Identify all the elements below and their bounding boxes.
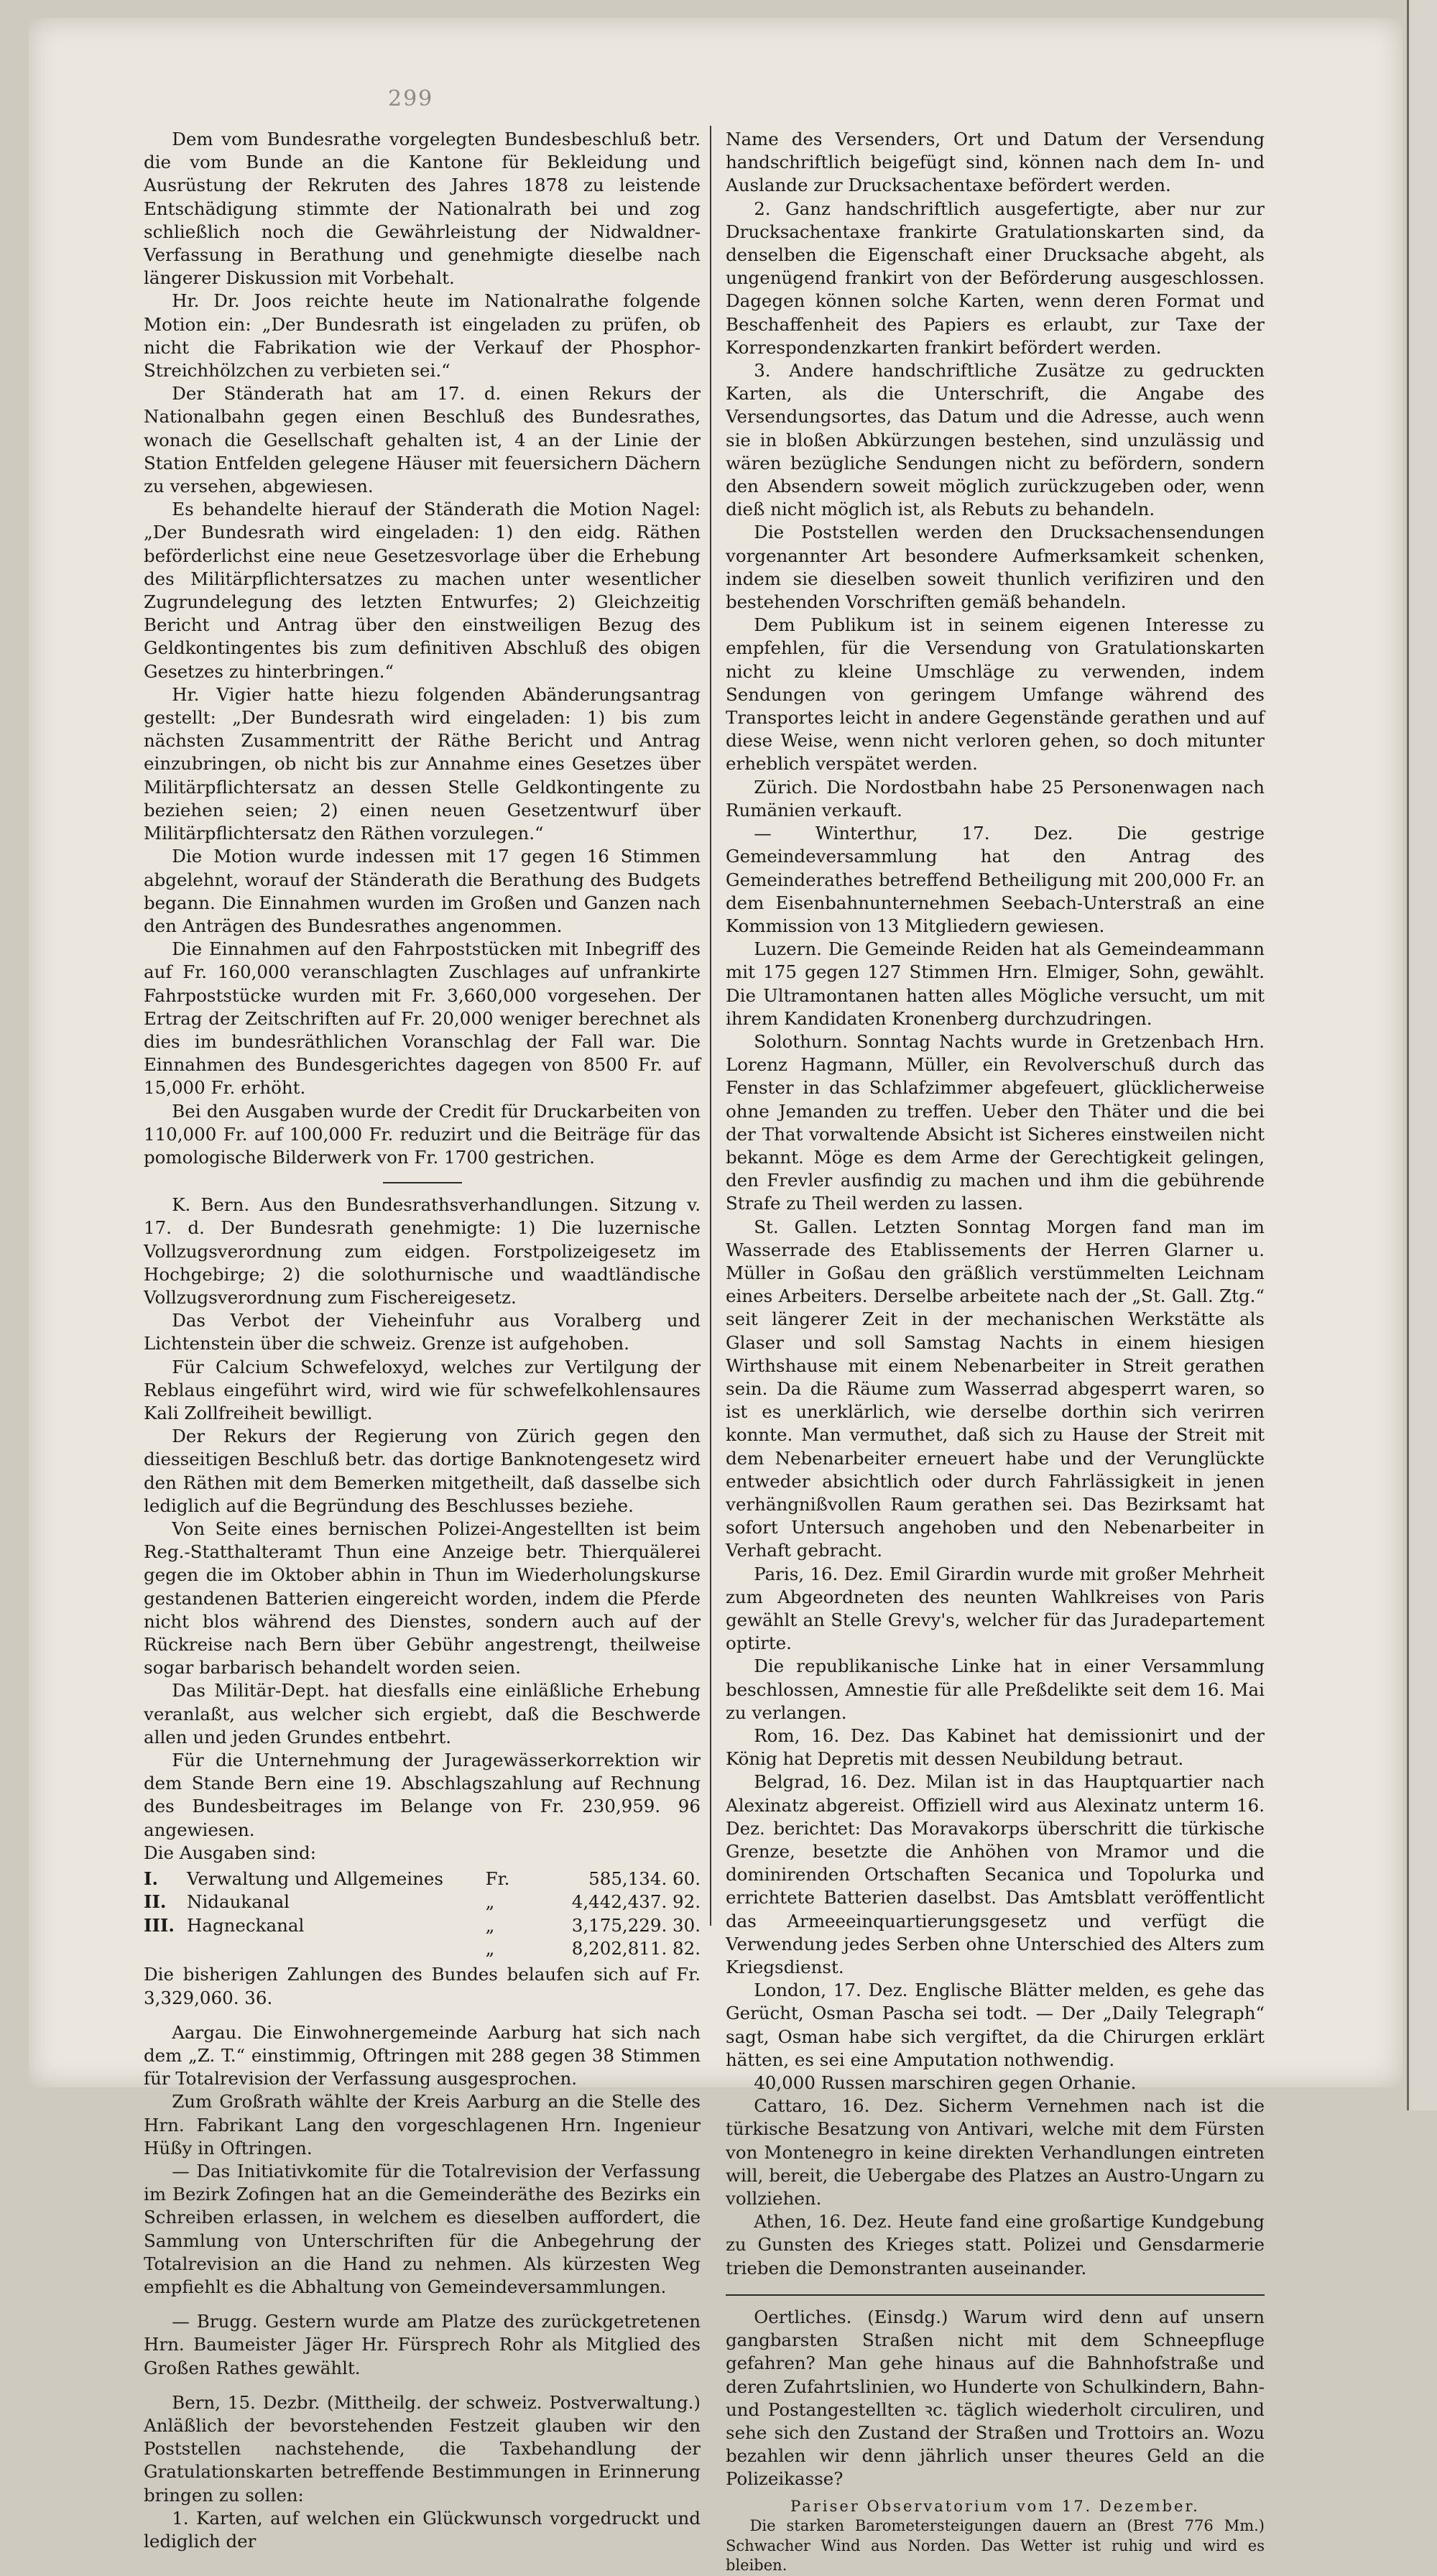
article-paragraph: Solothurn. Sonntag Nachts wurde in Gretzenbach Hrn. Lorenz Hagmann, Müller, ein Revolverschuß durch das Fenster in das Schlafzimmer abgefeuert, glücklicherweise ohne Jemanden zu treffen. Ueber den Thäter und die bei der That vorwaltende Absicht ist Sicheres einstweilen nicht bekannt. Möge es dem Arme der Gerechtigkeit gelingen, den Frevler ausfindig zu machen und ihm die gebührende Strafe zu Theil werden zu lassen. <box>726 1030 1265 1214</box>
article-paragraph: Zum Großrath wählte der Kreis Aarburg an die Stelle des Hrn. Fabrikant Lang den vorgeschlagenen Hrn. Ingenieur Hüßy in Oftringen. <box>144 2091 701 2159</box>
article-paragraph: Die bisherigen Zahlungen des Bundes belaufen sich auf Fr. 3,329,060. 36. <box>144 1964 701 2008</box>
expense-table <box>144 1868 701 1960</box>
article-paragraph: Paris, 16. Dez. Emil Girardin wurde mit großer Mehrheit zum Abgeordneten des neunten Wahlkreises von Paris gewählt an Stelle Grevy's, welcher für das Juradepartement optirte. <box>726 1563 1265 1654</box>
local-news-paragraph: Oertliches. (Einsdg.) Warum wird denn auf unsern gangbarsten Straßen nicht mit dem Schneepfluge gefahren? Man gehe hinaus auf die Bahnhofstraße und deren Zufahrtslinien, wo Hunderte von Schulkindern, Bahn- und Postangestellten ꝛc. täglich wiederholt circuliren, und sehe sich den Zustand der Straßen und Trottoirs an. Wozu bezahlen wir denn jährlich unser theures Geld an die Polizeikasse? <box>726 2306 1265 2490</box>
article-paragraph: — Brugg. Gestern wurde am Platze des zurückgetretenen Hrn. Baumeister Jäger Hr. Fürsprech Rohr als Mitglied des Großen Rathes gewählt. <box>144 2311 701 2378</box>
row-currency: „ <box>485 1938 495 1959</box>
row-amount: 8,202,811. 82. <box>571 1938 701 1959</box>
article-paragraph: Für Calcium Schwefeloxyd, welches zur Vertilgung der Reblaus eingeführt wird, wird wie für schwefelkohlensaures Kali Zollfreiheit bewilligt. <box>144 1356 701 1423</box>
row-currency: „ <box>485 1914 495 1936</box>
article-paragraph: K. Bern. Aus den Bundesrathsverhandlungen. Sitzung v. 17. d. Der Bundesrath genehmigte: 1) Die luzernische Vollzugsverordnung zum eidgen. Forstpolizeigesetz im Hochgebirge; 2) die solothurnische und waadtländische Vollzugsverordnung zum Fischereigesetz. <box>144 1194 701 1308</box>
column-divider <box>710 126 711 1926</box>
article-paragraph: 2. Ganz handschriftlich ausgefertigte, aber nur zur Drucksachentaxe frankirte Gratulationskarten sind, da denselben die Eigenschaft einer Drucksache abgeht, als ungenügend frankirt von der Beförderung ausgeschlossen. Dagegen können solche Karten, wenn deren Format und Beschaffenheit des Papiers es erlaubt, zur Taxe der Korrespondenzkarten frankirt befördert werden. <box>726 198 1265 358</box>
article-paragraph: Zürich. Die Nordostbahn habe 25 Personenwagen nach Rumänien verkauft. <box>726 776 1265 821</box>
article-paragraph: Von Seite eines bernischen Polizei-Angestellten ist beim Reg.-Statthalteramt Thun eine Anzeige betr. Thierquälerei gegen die im Oktober abhin in Thun im Wiederholungskurse gestandenen Batterien eingereicht worden, indem die Pferde nicht blos während des Dienstes, sondern auch auf der Rückreise nach Bern über Gebühr angestrengt, theilweise sogar barbarisch behandelt worden seien. <box>144 1518 701 1679</box>
section-separator <box>383 1182 462 1183</box>
binding-edge <box>1407 0 1437 2110</box>
article-paragraph: Bei den Ausgaben wurde der Credit für Druckarbeiten von 110,000 Fr. auf 100,000 Fr. reduzirt und die Beiträge für das pomologische Bilderwerk von Fr. 1700 gestrichen. <box>144 1100 701 1168</box>
row-number <box>144 1937 187 1960</box>
article-paragraph: Das Verbot der Vieheinfuhr aus Voralberg und Lichtenstein über die schweiz. Grenze ist aufgehoben. <box>144 1310 701 1354</box>
table-row <box>144 1914 701 1937</box>
article-paragraph: Athen, 16. Dez. Heute fand eine großartige Kundgebung zu Gunsten des Krieges statt. Polizei und Gensdarmerie trieben die Demonstranten auseinander. <box>726 2211 1265 2279</box>
row-number: III. <box>144 1914 175 1936</box>
row-amount: 4,442,437. 92. <box>571 1891 701 1913</box>
row-currency: Fr. <box>485 1868 510 1890</box>
article-paragraph: Rom, 16. Dez. Das Kabinet hat demissionirt und der König hat Depretis mit dessen Neubildung betraut. <box>726 1725 1265 1770</box>
article-paragraph: Hr. Vigier hatte hiezu folgenden Abänderungsantrag gestellt: „Der Bundesrath wird eingeladen: 1) bis zum nächsten Zusammentritt der Räthe Bericht und Antrag einzubringen, ob nicht bis zur Annahme eines Gesetzes über Militärpflichtersatz an dessen Stelle Geldkontingente zu beziehen seien; 2) einen neuen Gesetzentwurf über Militärpflichtersatz den Räthen vorzulegen.“ <box>144 683 701 844</box>
section-separator <box>726 2294 1265 2296</box>
page-number: 299 <box>388 86 434 111</box>
row-amount: 3,175,229. 30. <box>571 1914 701 1936</box>
observatory-heading: Pariser Observatorium vom 17. Dezember. <box>790 2497 1200 2515</box>
article-paragraph: St. Gallen. Letzten Sonntag Morgen fand man im Wasserrade des Etablissements der Herren Glarner u. Müller in Goßau den gräßlich verstümmelten Leichnam eines Arbeiters. Derselbe arbeitete nach der „St. Gall. Ztg.“ seit längerer Zeit in der mechanischen Werkstätte als Glaser und soll Samstag Nachts in einem hiesigen Wirthshause mit einem Nebenarbeiter in Streit gerathen sein. Da die Räume zum Wasserrad abgesperrt waren, so ist es unerklärlich, wie derselbe dorthin sich verirren konnte. Man vermuthet, daß sich zu Hause der Streit mit dem Nebenarbeiter erneuert habe und der Verunglückte entweder absichtlich oder durch Fahrlässigkeit in jenen verhängnißvollen Raum gerathen sei. Das Bezirksamt hat sofort Untersuch angehoben und den Nebenarbeiter in Verhaft gebracht. <box>726 1216 1265 1561</box>
article-paragraph: Die Einnahmen auf den Fahrpoststücken mit Inbegriff des auf Fr. 160,000 veranschlagten Zuschlages auf unfrankirte Fahrpoststücke wurden mit Fr. 3,660,000 vorgesehen. Der Ertrag der Zeitschriften auf Fr. 20,000 weniger berechnet als dies im bundesräthlichen Voranschlag der Fall war. Die Einnahmen des Bundesgerichtes dagegen von 8500 Fr. auf 15,000 Fr. erhöht. <box>144 938 701 1099</box>
article-paragraph: Name des Versenders, Ort und Datum der Versendung handschriftlich beigefügt sind, können nach dem In- und Auslande zur Drucksachentaxe befördert werden. <box>726 129 1265 196</box>
article-paragraph: London, 17. Dez. Englische Blätter melden, es gehe das Gerücht, Osman Pascha sei todt. — Der „Daily Telegraph“ sagt, Osman habe sich vergiftet, da die Chirurgen erklärt hätten, es sei eine Amputation nothwendig. <box>726 1980 1265 2070</box>
article-paragraph: Die Poststellen werden den Drucksachensendungen vorgenannter Art besondere Aufmerksamkeit schenken, indem sie dieselben soweit thunlich verifiziren und den bestehenden Vorschriften gemäß behandeln. <box>726 522 1265 613</box>
row-label: Nidaukanal <box>187 1891 290 1913</box>
article-paragraph: Der Rekurs der Regierung von Zürich gegen den diesseitigen Beschluß betr. das dortige Banknotengesetz wird den Räthen mit dem Bemerken mitgetheilt, daß dasselbe sich lediglich auf die Begründung des Beschlusses beziehe. <box>144 1426 701 1516</box>
article-paragraph: Die Ausgaben sind: <box>144 1842 316 1863</box>
article-paragraph: — Das Initiativkomite für die Totalrevision der Verfassung im Bezirk Zofingen hat an die Gemeinderäthe des Bezirks ein Schreiben erlassen, in welchem es dieselben auffordert, die Sammlung von Unterschriften für die Anbegehrung der Totalrevision an die Hand zu nehmen. Als kürzesten Weg empfiehlt es die Abhaltung von Gemeindeversammlungen. <box>144 2160 701 2297</box>
article-paragraph: Belgrad, 16. Dez. Milan ist in das Hauptquartier nach Alexinatz abgereist. Offiziell wird aus Alexinatz unterm 16. Dez. berichtet: Das Moravakorps überschritt die türkische Grenze, besetzte die Anhöhen von Mramor und die dominirenden Ortschaften Secanica und Topolurka und errichtete Batterien daselbst. Das Amtsblatt veröffentlicht das Armeeeinquartierungsgesetz und verfügt die Verwendung jedes Serben ohne Unterschied des Alters zum Kriegsdienst. <box>726 1771 1265 1978</box>
row-number: II. <box>144 1891 167 1913</box>
table-row <box>144 1937 701 1960</box>
row-currency: „ <box>485 1891 495 1913</box>
article-paragraph: Dem Publikum ist in seinem eigenen Interesse zu empfehlen, für die Versendung von Gratulationskarten nicht zu kleine Umschläge zu verwenden, indem Sendungen von geringem Umfange während des Transportes leicht in andere Gegenstände gerathen und auf diese Weise, wenn nicht verloren gehen, so doch mitunter erheblich verspätet werden. <box>726 614 1265 775</box>
weather-report: Die starken Barometersteigungen dauern an (Brest 776 Mm.) Schwacher Wind aus Norden. Das Wetter ist ruhig und wird es bleiben. <box>726 2517 1265 2575</box>
article-paragraph: Der Ständerath hat am 17. d. einen Rekurs der Nationalbahn gegen einen Beschluß des Bundesrathes, wonach die Gesellschaft gehalten ist, 4 an der Linie der Station Entfelden gelegene Häuser mit feuersichern Dächern zu versehen, abgewiesen. <box>144 383 701 497</box>
article-paragraph: Das Militär-Dept. hat diesfalls eine einläßliche Erhebung veranlaßt, aus welcher sich ergiebt, daß die Beschwerde allen und jeden Grundes entbehrt. <box>144 1680 701 1748</box>
article-paragraph: — Winterthur, 17. Dez. Die gestrige Gemeindeversammlung hat den Antrag des Gemeinderathes betreffend Betheiligung mit 200,000 Fr. an dem Eisenbahnunternehmen Seebach-Unterstraß an eine Kommission von 13 Mitgliedern gewiesen. <box>726 823 1265 936</box>
row-label <box>187 1937 486 1960</box>
left-column <box>144 128 701 2553</box>
row-number: I. <box>144 1868 158 1890</box>
article-paragraph: Hr. Dr. Joos reichte heute im Nationalrathe folgende Motion ein: „Der Bundesrath ist eingeladen zu prüfen, ob nicht die Fabrikation wie der Verkauf der Phosphor-Streichhölzchen zu verbieten sei.“ <box>144 290 701 382</box>
article-paragraph: Die Motion wurde indessen mit 17 gegen 16 Stimmen abgelehnt, worauf der Ständerath die Berathung des Budgets begann. Die Einnahmen wurden im Großen und Ganzen nach den Anträgen des Bundesrathes angenommen. <box>144 846 701 936</box>
row-amount: 585,134. 60. <box>588 1868 701 1890</box>
article-paragraph: 3. Andere handschriftliche Zusätze zu gedruckten Karten, als die Unterschrift, die Angabe des Versendungsortes, das Datum und die Adresse, auch wenn sie in bloßen Abkürzungen bestehen, sind unzulässig und wären bezügliche Sendungen nicht zu befördern, sondern den Absendern soweit möglich zurückzugeben oder, wenn dieß nicht möglich ist, als Rebuts zu behandeln. <box>726 360 1265 520</box>
right-column <box>726 128 1265 2576</box>
article-paragraph: Aargau. Die Einwohnergemeinde Aarburg hat sich nach dem „Z. T.“ einstimmig, Oftringen mit 288 gegen 38 Stimmen für Totalrevision der Verfassung ausgesprochen. <box>144 2021 701 2090</box>
article-paragraph: 40,000 Russen marschiren gegen Orhanie. <box>754 2072 1137 2094</box>
table-row <box>144 1868 701 1891</box>
article-paragraph: Luzern. Die Gemeinde Reiden hat als Gemeindeammann mit 175 gegen 127 Stimmen Hrn. Elmiger, Sohn, gewählt. Die Ultramontanen hatten alles Mögliche versucht, um mit ihrem Kandidaten Kronenberg durchzudringen. <box>726 938 1265 1029</box>
row-label: Verwaltung und Allgemeines <box>187 1868 443 1890</box>
article-paragraph: Bern, 15. Dezbr. (Mittheilg. der schweiz. Postverwaltung.) Anläßlich der bevorstehenden Festzeit glauben wir den Poststellen nachstehende, die Taxbehandlung der Gratulationskarten betreffende Bestimmungen in Erinnerung bringen zu sollen: <box>144 2391 701 2506</box>
article-paragraph: Cattaro, 16. Dez. Sicherm Vernehmen nach ist die türkische Besatzung von Antivari, welche mit dem Fürsten von Montenegro in keine direkten Verhandlungen eintreten will, bereit, die Uebergabe des Platzes an Austro-Ungarn zu vollziehen. <box>726 2095 1265 2210</box>
article-paragraph: 1. Karten, auf welchen ein Glückwunsch vorgedruckt und lediglich der <box>144 2507 701 2552</box>
row-label: Hagneckanal <box>187 1914 305 1936</box>
article-paragraph: Für die Unternehmung der Juragewässerkorrektion wir dem Stande Bern eine 19. Abschlagszahlung auf Rechnung des Bundesbeitrages im Belange von Fr. 230,959. 96 angewiesen. <box>144 1750 701 1840</box>
article-paragraph: Dem vom Bundesrathe vorgelegten Bundesbeschluß betr. die vom Bunde an die Kantone für Bekleidung und Ausrüstung der Rekruten des Jahres 1878 zu leistende Entschädigung stimmte der Nationalrath bei und zog schließlich noch die Gewährleistung der Nidwaldner-Verfassung in Berathung und genehmigte dieselbe nach längerer Diskussion mit Vorbehalt. <box>144 129 701 289</box>
article-paragraph: Die republikanische Linke hat in einer Versammlung beschlossen, Amnestie für alle Preßdelikte seit dem 16. Mai zu verlangen. <box>726 1656 1265 1723</box>
article-paragraph: Es behandelte hierauf der Ständerath die Motion Nagel: „Der Bundesrath wird eingeladen: 1) den eidg. Räthen beförderlichst eine neue Gesetzesvorlage über die Erhebung des Militärpflichtersatzes zu machen unter wesentlicher Zugrundelegung des letzten Entwurfes; 2) Gleichzeitig Bericht und Antrag über den einstweiligen Bezug des Geldkontingentes bis zum definitiven Abschluß des obigen Gesetzes zu hinterbringen.“ <box>144 499 701 682</box>
table-row <box>144 1891 701 1913</box>
